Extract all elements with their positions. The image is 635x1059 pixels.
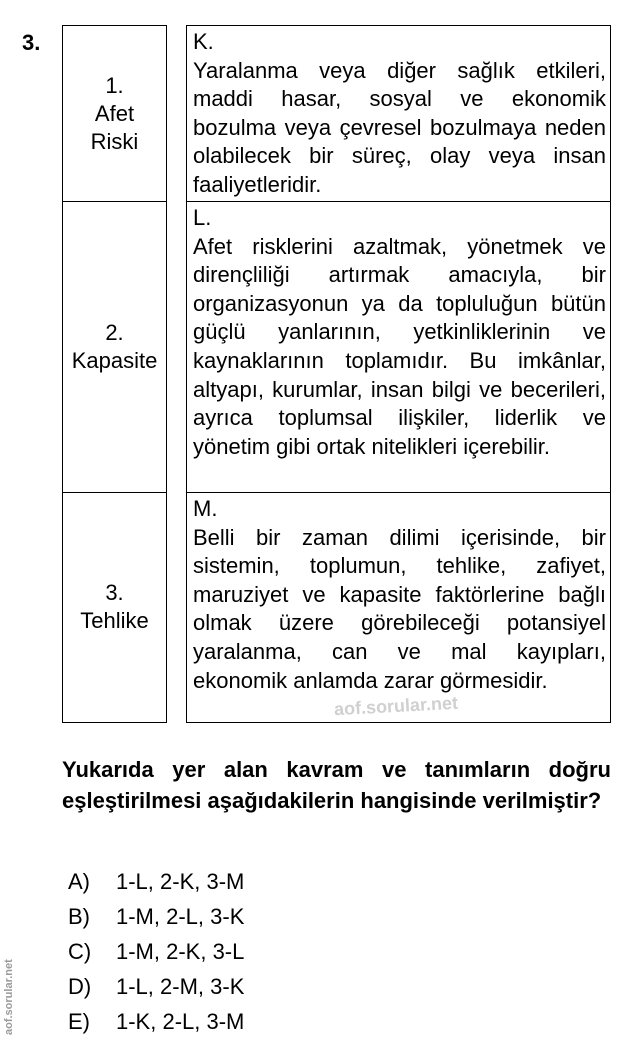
option-letter: A) — [68, 869, 90, 894]
option-text: 1-M, 2-K, 3-L — [116, 939, 245, 964]
option-letter: C) — [68, 939, 92, 964]
concepts-column — [62, 25, 167, 723]
option-letter: B) — [68, 904, 90, 929]
definition-text: Belli bir zaman dilimi içerisinde, bir sistemin, toplumun, tehlike, zafiyet, maruziyet ve kapasite faktörlerine bağlı olmak üzere görebileceği potansiyel yaralanma, can ve mal kayıpları, ekonomik anlamda zarar görmesidir. — [193, 524, 606, 693]
option-e[interactable] — [68, 1004, 244, 1039]
option-d[interactable] — [68, 969, 244, 1004]
definition-letter: L. — [193, 205, 212, 230]
question-text: Yukarıda yer alan kavram ve tanımların doğru eşleştirilmesi aşağıdakilerin hangisinde verilmiştir? — [62, 757, 611, 813]
definition-cell-l — [187, 202, 610, 492]
definition-cell-m — [187, 493, 610, 721]
definition-letter: K. — [193, 29, 214, 54]
concept-number: 2. — [105, 320, 124, 345]
concept-cell-1 — [63, 26, 166, 201]
option-text: 1-M, 2-L, 3-K — [116, 904, 245, 929]
concept-label: Riski — [90, 128, 139, 154]
answer-options — [68, 864, 244, 1039]
side-watermark: aof.sorular.net — [3, 959, 15, 1035]
definition-text: Afet risklerini azaltmak, yönetmek ve dirençliliği artırmak amacıyla, bir organizasyonun ya da topluluğun bütün güçlü yanlarının, yetkinliklerinin ve kaynaklarının toplamıdır. Bu imkânlar, altyapı, kurumlar, insan bilgi ve becerileri, ayrıca toplumsal ilişkiler, liderlik ve yönetim gibi ortak nitelikleri içerebilir. — [193, 233, 606, 459]
concept-label: Tehlike — [80, 608, 149, 633]
concept-number: 3. — [105, 580, 124, 605]
concept-number: 1. — [105, 72, 124, 98]
definitions-column — [186, 25, 611, 723]
option-letter: E) — [68, 1009, 90, 1034]
concept-cell-3 — [63, 493, 166, 721]
concept-cell-2 — [63, 202, 166, 492]
option-c[interactable] — [68, 934, 244, 969]
definition-letter: M. — [193, 496, 218, 521]
option-a[interactable] — [68, 864, 244, 899]
option-letter: D) — [68, 974, 92, 999]
option-b[interactable] — [68, 899, 244, 934]
option-text: 1-K, 2-L, 3-M — [116, 1009, 245, 1034]
definition-text: Yaralanma veya diğer sağlık etkileri, maddi hasar, sosyal ve ekonomik bozulma veya çevresel bozulmaya neden olabilecek bir süreç, olay veya insan faaliyetleridir. — [193, 57, 606, 197]
concept-label: Afet — [94, 100, 135, 126]
watermark: aof.sorular.net — [333, 692, 459, 720]
concept-label: Kapasite — [71, 348, 158, 373]
option-text: 1-L, 2-M, 3-K — [116, 974, 245, 999]
definition-cell-k — [187, 26, 610, 201]
question-number: 3. — [22, 30, 41, 55]
option-text: 1-L, 2-K, 3-M — [116, 869, 245, 894]
